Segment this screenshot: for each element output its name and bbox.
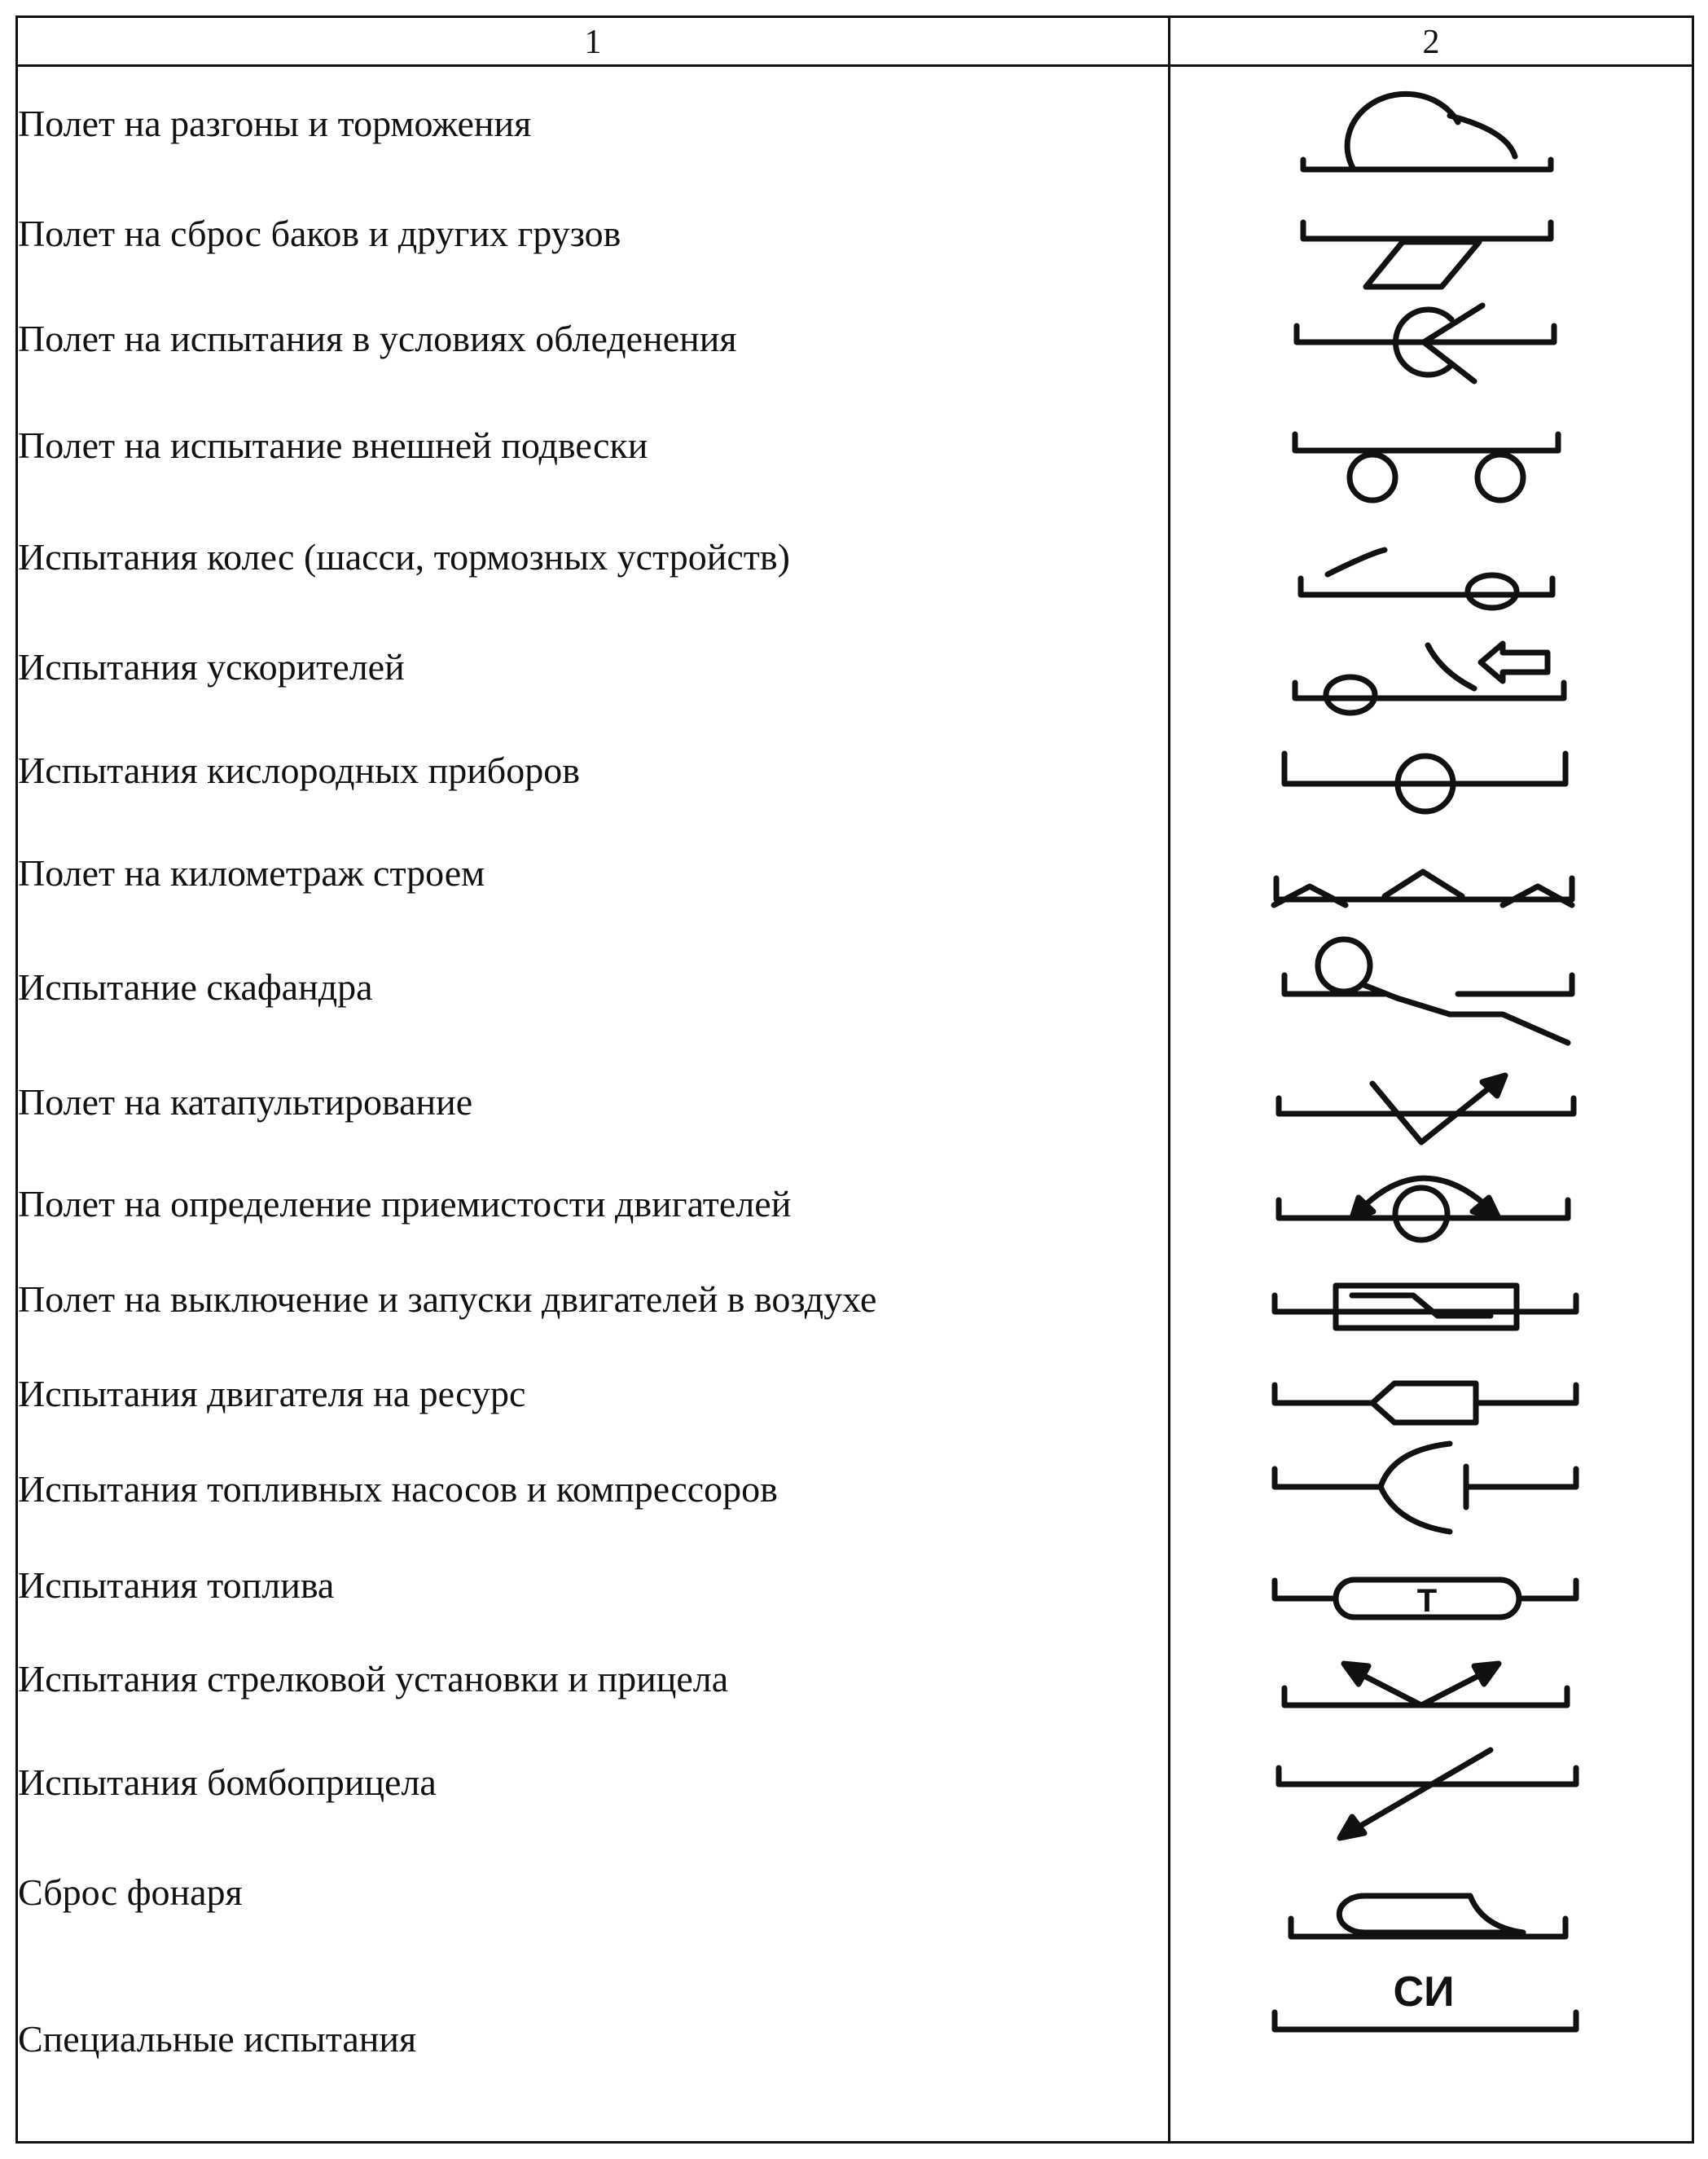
column-header-2: 2 <box>1422 24 1440 61</box>
row-label-pumps: Испытания топливных насосов и компрессоров <box>18 1468 778 1510</box>
row-label-gun-sight: Испытания стрелковой установки и прицела <box>18 1658 729 1699</box>
row-label-fuel: Испытания топлива <box>18 1564 335 1606</box>
symbol-engine-restart-icon <box>1275 1286 1576 1328</box>
row-label-engine-life: Испытания двигателя на ресурс <box>18 1373 526 1414</box>
symbol-fuel-label: Т <box>1416 1583 1438 1619</box>
row-label-oxygen: Испытания кислородных приборов <box>18 750 580 791</box>
row-label-ejection: Полет на катапультирование <box>18 1081 473 1123</box>
row-label-engine-restart: Полет на выключение и запуски двигателей в воздухе <box>18 1278 877 1320</box>
row-label-acceleration: Полет на разгоны и торможения <box>18 103 532 144</box>
symbol-icing-icon <box>1297 306 1554 381</box>
symbol-pumps-icon <box>1275 1444 1576 1532</box>
symbol-ejection-icon <box>1279 1075 1574 1142</box>
row-label-engine-response: Полет на определение приемистости двигателей <box>18 1183 792 1225</box>
row-label-formation: Полет на километраж строем <box>18 852 485 894</box>
symbol-special-icon <box>1275 1968 1576 2029</box>
row-label-canopy: Сброс фонаря <box>18 1871 243 1913</box>
row-label-spacesuit: Испытание скафандра <box>18 966 373 1008</box>
row-label-bombsight: Испытания бомбоприцела <box>18 1761 437 1803</box>
row-label-wheels: Испытания колес (шасси, тормозных устройств) <box>18 536 790 578</box>
symbol-fuel-icon <box>1275 1580 1576 1619</box>
symbol-external-sling-icon <box>1295 434 1558 500</box>
symbol-tank-drop-icon <box>1303 222 1551 287</box>
symbol-oxygen-icon <box>1284 754 1565 811</box>
column-header-1: 1 <box>584 24 602 61</box>
symbol-special-label: СИ <box>1393 1968 1455 2016</box>
symbol-acceleration-icon <box>1303 94 1551 169</box>
symbol-spacesuit-icon <box>1284 939 1572 1043</box>
symbol-canopy-icon <box>1291 1896 1565 1937</box>
symbol-formation-icon <box>1274 872 1572 905</box>
symbol-bombsight-icon <box>1279 1750 1576 1838</box>
symbol-boosters-icon <box>1295 644 1564 713</box>
symbol-wheels-icon <box>1301 550 1552 608</box>
symbol-engine-response-icon <box>1279 1178 1568 1240</box>
symbol-gun-sight-icon <box>1284 1664 1567 1705</box>
row-label-icing: Полет на испытания в условиях обледенения <box>18 318 737 359</box>
symbol-engine-life-icon <box>1275 1383 1576 1422</box>
row-label-special: Специальные испытания <box>18 2018 417 2060</box>
row-label-boosters: Испытания ускорителей <box>18 646 405 688</box>
row-label-tank-drop: Полет на сброс баков и других грузов <box>18 213 621 254</box>
row-label-external-sling: Полет на испытание внешней подвески <box>18 424 648 466</box>
